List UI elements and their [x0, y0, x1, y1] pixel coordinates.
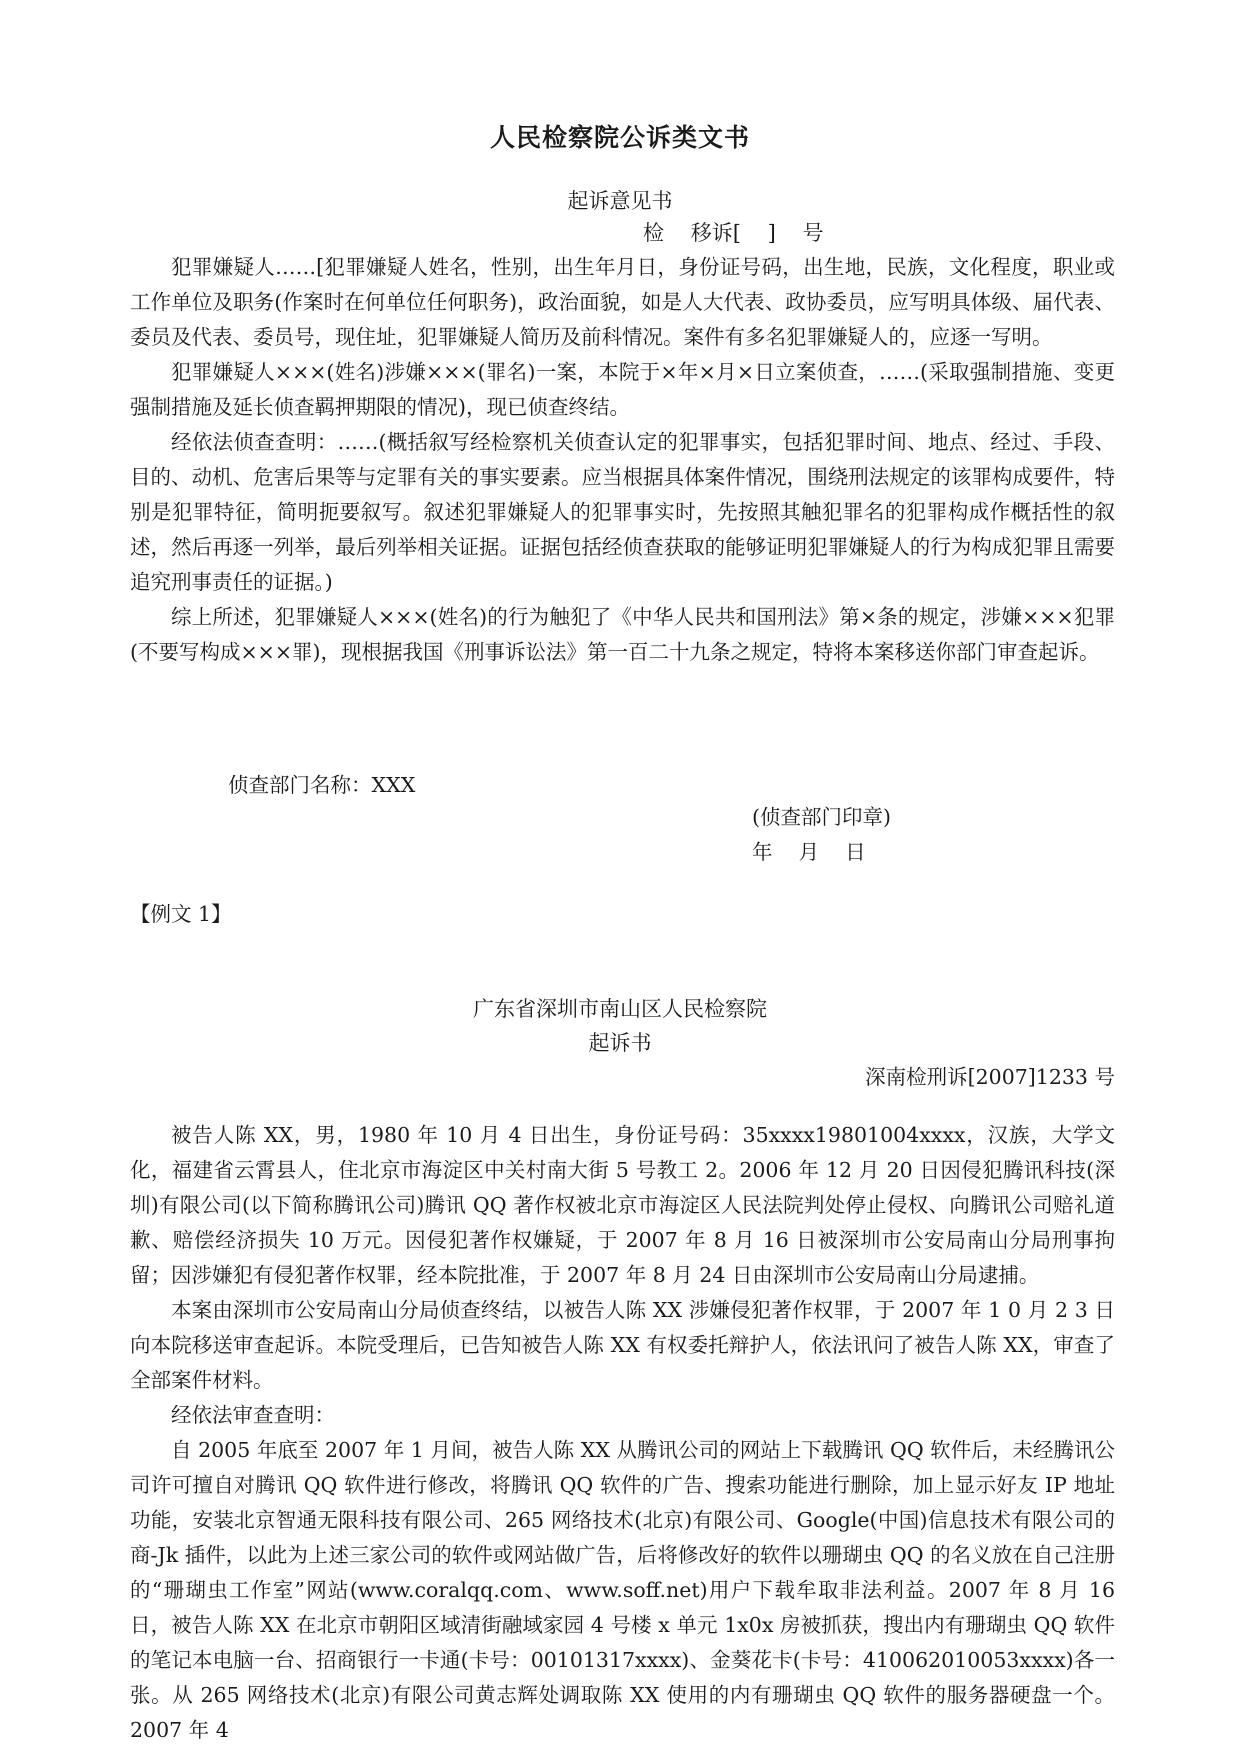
example-doc-type: 起诉书 — [588, 1031, 652, 1055]
example-paragraph: 经依法审查查明： — [171, 1403, 335, 1427]
example-label: 【例文 1】 — [130, 902, 232, 926]
example-paragraph: 被告人陈 XX，男，1980 年 10 月 4 日出生，身份证号码：35xxxx19801004xxxx，汉族，大学文化，福建省云霄县人，住北京市海淀区中关村南大街 5 号教工 2。2006 年 12 月 20 日因侵犯腾讯科技(深圳)有限公司(以下简称腾讯公司)腾讯 QQ 著作权被北京市海淀区人民法院判处停止侵权、向腾讯公司赔礼道歉、赔偿经济损失 10 万元。因侵犯著作权嫌疑，于 2007 年 8 月 16 日被深圳市公安局南山分局刑事拘留；因涉嫌犯有侵犯著作权罪，经本院批准，于 2007 年 8 月 24 日由深圳市公安局南山分局逮捕。 — [130, 1123, 1115, 1287]
template-subtitle: 起诉意见书 — [567, 189, 673, 213]
example-paragraph: 自 2005 年底至 2007 年 1 月间，被告人陈 XX 从腾讯公司的网站上下载腾讯 QQ 软件后，未经腾讯公司许可擅自对腾讯 QQ 软件进行修改，将腾讯 QQ 软件的广告、搜索功能进行删除，加上显示好友 IP 地址功能，安装北京智通无限科技有限公司、265 网络技术(北京)有限公司、Google(中国)信息技术有限公司的商-Jk 插件，以此为上述三家公司的软件或网站做广告，后将修改好的软件以珊瑚虫 QQ 的名义放在自己注册的“珊瑚虫工作室”网站(www.coralqq.com、www.soff.net)用户下载牟取非法利益。2007 年 8 月 16 日，被告人陈 XX 在北京市朝阳区域清街融域家园 4 号楼 x 单元 1x0x 房被抓获，搜出内有珊瑚虫 QQ 软件的笔记本电脑一台、招商银行一卡通(卡号：00101317xxxx)、金葵花卡(卡号：410062010053xxxx)各一张。从 265 网络技术(北京)有限公司黄志辉处调取陈 XX 使用的内有珊瑚虫 QQ 软件的服务器硬盘一个。2007 年 4 — [130, 1438, 1115, 1742]
template-paragraph: 经依法侦查查明：……(概括叙写经检察机关侦查认定的犯罪事实，包括犯罪时间、地点、经过、手段、目的、动机、危害后果等与定罪有关的事实要素。应当根据具体案件情况，围绕刑法规定的该罪构成要件，特别是犯罪特征，简明扼要叙写。叙述犯罪嫌疑人的犯罪事实时，先按照其触犯罪名的犯罪构成作概括性的叙述，然后再逐一列举，最后列举相关证据。证据包括经侦查获取的能够证明犯罪嫌疑人的行为构成犯罪且需要追究刑事责任的证据。) — [130, 430, 1115, 594]
template-paragraph: 犯罪嫌疑人……[犯罪嫌疑人姓名，性别，出生年月日，身份证号码，出生地，民族，文化程度，职业或工作单位及职务(作案时在何单位任何职务)，政治面貌，如是人大代表、政协委员，应写明具体级、届代表、委员及代表、委员号，现住址，犯罪嫌疑人简历及前科情况。案件有多名犯罪嫌疑人的，应逐一写明。 — [130, 255, 1115, 349]
example-paragraph: 本案由深圳市公安局南山分局侦查终结，以被告人陈 XX 涉嫌侵犯著作权罪，于 2007 年 1 0 月 2 3 日向本院移送审查起诉。本院受理后，已告知被告人陈 XX 有权委托辩护人，依法讯问了被告人陈 XX，审查了全部案件材料。 — [130, 1298, 1115, 1392]
dept-seal: (侦查部门印章) — [752, 805, 891, 829]
example-doc-number: 深南检刑诉[2007]1233 号 — [865, 1065, 1115, 1089]
template-paragraph: 综上所述，犯罪嫌疑人×××(姓名)的行为触犯了《中华人民共和国刑法》第×条的规定，涉嫌×××犯罪(不要写构成×××罪)，现根据我国《刑事诉讼法》第一百二十九条之规定，特将本案移送你部门审查起诉。 — [130, 605, 1115, 664]
dept-name: 侦查部门名称：XXX — [228, 773, 416, 797]
template-paragraph: 犯罪嫌疑人×××(姓名)涉嫌×××(罪名)一案，本院于×年×月×日立案侦查，……(采取强制措施、变更强制措施及延长侦查羁押期限的情况)，现已侦查终结。 — [130, 360, 1115, 419]
template-body — [130, 250, 1115, 670]
example-body — [130, 1118, 1115, 1748]
page-title: 人民检察院公诉类文书 — [489, 123, 750, 152]
court-name: 广东省深圳市南山区人民检察院 — [473, 997, 767, 1021]
template-doc-number: 检 移诉[ ] 号 — [643, 221, 824, 245]
signature-date: 年 月 日 — [752, 840, 866, 864]
